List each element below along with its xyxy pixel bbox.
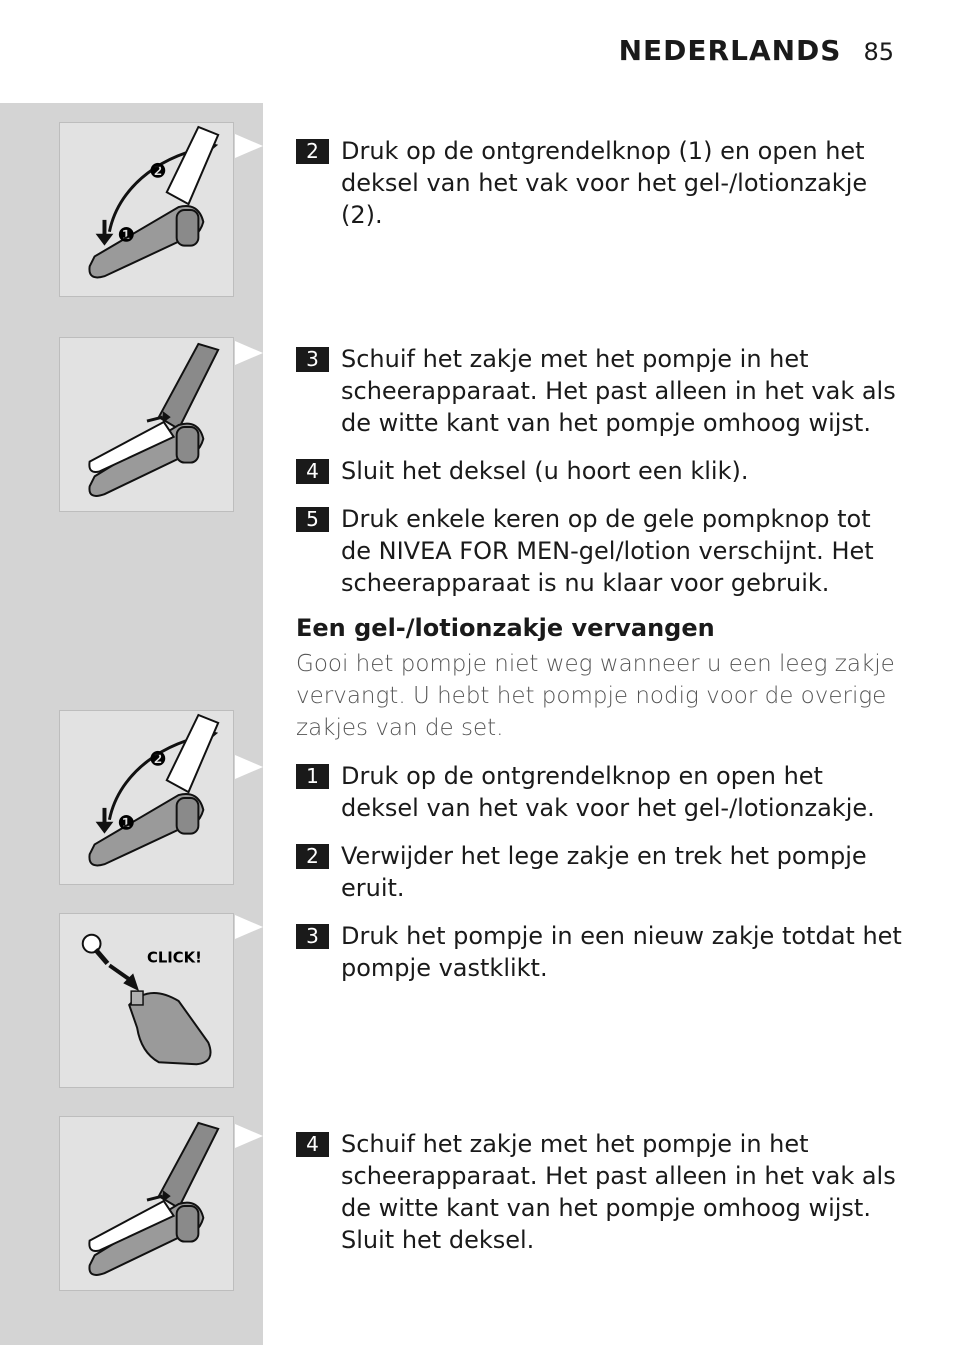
step-number: 2 <box>296 139 329 164</box>
illustration-insert-sachet <box>59 337 234 512</box>
pointer-arrow <box>235 1124 263 1148</box>
step-text: Verwijder het lege zakje en trek het pompje eruit. <box>341 842 867 902</box>
illustration-insert-sachet-2 <box>59 1116 234 1291</box>
step-text: Druk enkele keren op de gele pompknop tot de NIVEA FOR MEN-gel/lotion verschijnt. Het scheerapparaat is nu klaar voor gebruik. <box>341 505 874 597</box>
pointer-arrow <box>235 134 263 158</box>
page-number: 85 <box>863 38 894 66</box>
step-text: Druk op de ontgrendelknop (1) en open het deksel van het vak voor het gel-/lotionzakje (2). <box>341 137 868 229</box>
pointer-arrow <box>235 915 263 939</box>
step-item <box>296 343 906 439</box>
section-intro: Gooi het pompje niet weg wanneer u een leeg zakje vervangt. U hebt het pompje nodig voor de overige zakjes van de set. <box>296 651 895 741</box>
step-item <box>296 135 906 231</box>
page-header <box>619 34 894 67</box>
step-item <box>296 920 906 984</box>
step-text: Druk op de ontgrendelknop en open het deksel van het vak voor het gel-/lotionzakje. <box>341 762 875 822</box>
marker-one: ❶ <box>117 223 136 247</box>
illustration-open-lid-2 <box>59 710 234 885</box>
step-text: Schuif het zakje met het pompje in het scheerapparaat. Het past alleen in het vak als de witte kant van het pompje omhoog wijst. Sluit het deksel. <box>341 1130 896 1254</box>
pointer-arrow <box>235 341 263 365</box>
illustration-open-lid <box>59 122 234 297</box>
step-number: 4 <box>296 1132 329 1157</box>
step-number: 5 <box>296 507 329 532</box>
marker-one: ❶ <box>117 811 136 835</box>
step-number: 1 <box>296 764 329 789</box>
step-item <box>296 1128 906 1256</box>
section-title: Een gel-/lotionzakje vervangen <box>296 614 715 642</box>
marker-two: ❷ <box>148 159 167 183</box>
language-heading: NEDERLANDS <box>618 34 842 67</box>
marker-two: ❷ <box>148 747 167 771</box>
step-number: 2 <box>296 844 329 869</box>
step-number: 3 <box>296 347 329 372</box>
step-number: 4 <box>296 459 329 484</box>
illustration-click-pump <box>59 913 234 1088</box>
step-number: 3 <box>296 924 329 949</box>
step-text: Druk het pompje in een nieuw zakje totdat het pompje vastklikt. <box>341 922 902 982</box>
click-label: CLICK! <box>146 949 202 967</box>
pointer-arrow <box>235 755 263 779</box>
step-item <box>296 503 906 599</box>
step-item <box>296 760 906 824</box>
step-text: Sluit het deksel (u hoort een klik). <box>341 457 749 485</box>
step-item <box>296 455 906 487</box>
step-item <box>296 840 906 904</box>
step-text: Schuif het zakje met het pompje in het scheerapparaat. Het past alleen in het vak als de witte kant van het pompje omhoog wijst. <box>341 345 896 437</box>
